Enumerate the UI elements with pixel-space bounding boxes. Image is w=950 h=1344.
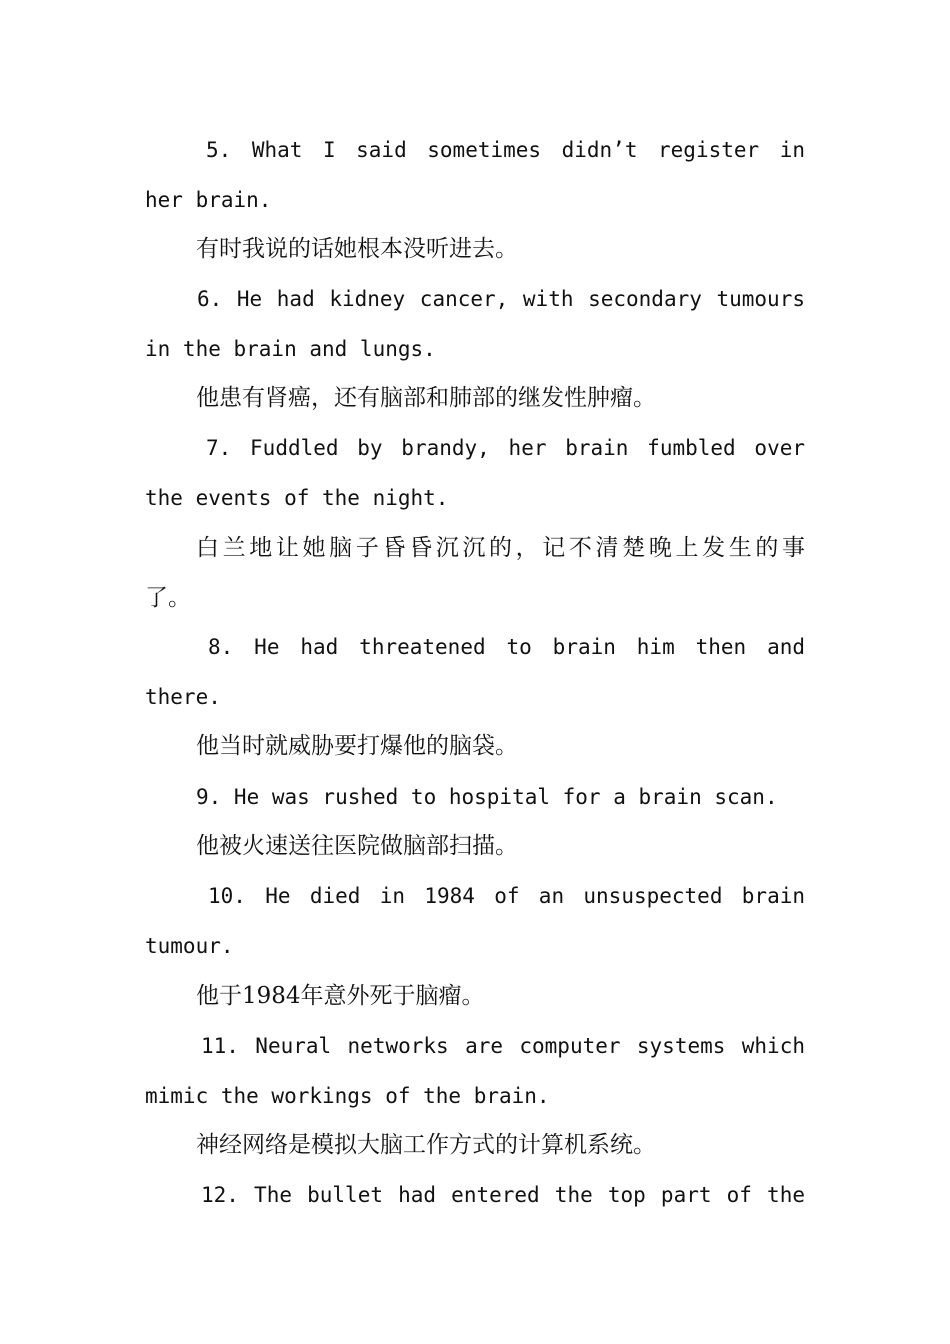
sentence-9: 9. He was rushed to hospital for a brain scan. (196, 785, 778, 809)
sentence-12-line-1: 12. The bullet had entered the top part of the (201, 1183, 805, 1207)
translation-11: 神经网络是模拟大脑工作方式的计算机系统。 (196, 1132, 656, 1158)
translation-9: 他被火速送往医院做脑部扫描。 (196, 833, 518, 859)
sentence-8-line-2: there. (145, 685, 221, 709)
translation-8: 他当时就威胁要打爆他的脑袋。 (196, 733, 518, 759)
translation-7-line-1: 白兰地让她脑子昏昏沉沉的，记不清楚晚上发生的事 (196, 535, 805, 561)
sentence-7-line-1: 7. Fuddled by brandy, her brain fumbled over (206, 436, 805, 460)
sentence-8-line-1: 8. He had threatened to brain him then and (208, 635, 805, 659)
sentence-6-line-2: in the brain and lungs. (145, 337, 436, 361)
sentence-11-line-1: 11. Neural networks are computer systems which (201, 1034, 805, 1058)
sentence-5-line-2: her brain. (145, 188, 272, 212)
sentence-10-line-1: 10. He died in 1984 of an unsuspected brain (208, 884, 805, 908)
sentence-6-line-1: 6. He had kidney cancer, with secondary tumours (197, 287, 805, 311)
translation-10: 他于1984年意外死于脑瘤。 (196, 983, 485, 1009)
sentence-10-line-2: tumour. (145, 934, 234, 958)
sentence-5-line-1: 5. What I said sometimes didn’t register in (206, 138, 805, 162)
translation-5: 有时我说的话她根本没听进去。 (196, 236, 518, 262)
sentence-11-line-2: mimic the workings of the brain. (145, 1084, 550, 1108)
translation-6: 他患有肾癌，还有脑部和肺部的继发性肿瘤。 (196, 385, 656, 411)
sentence-7-line-2: the events of the night. (145, 486, 449, 510)
translation-7-line-2: 了。 (145, 585, 191, 611)
